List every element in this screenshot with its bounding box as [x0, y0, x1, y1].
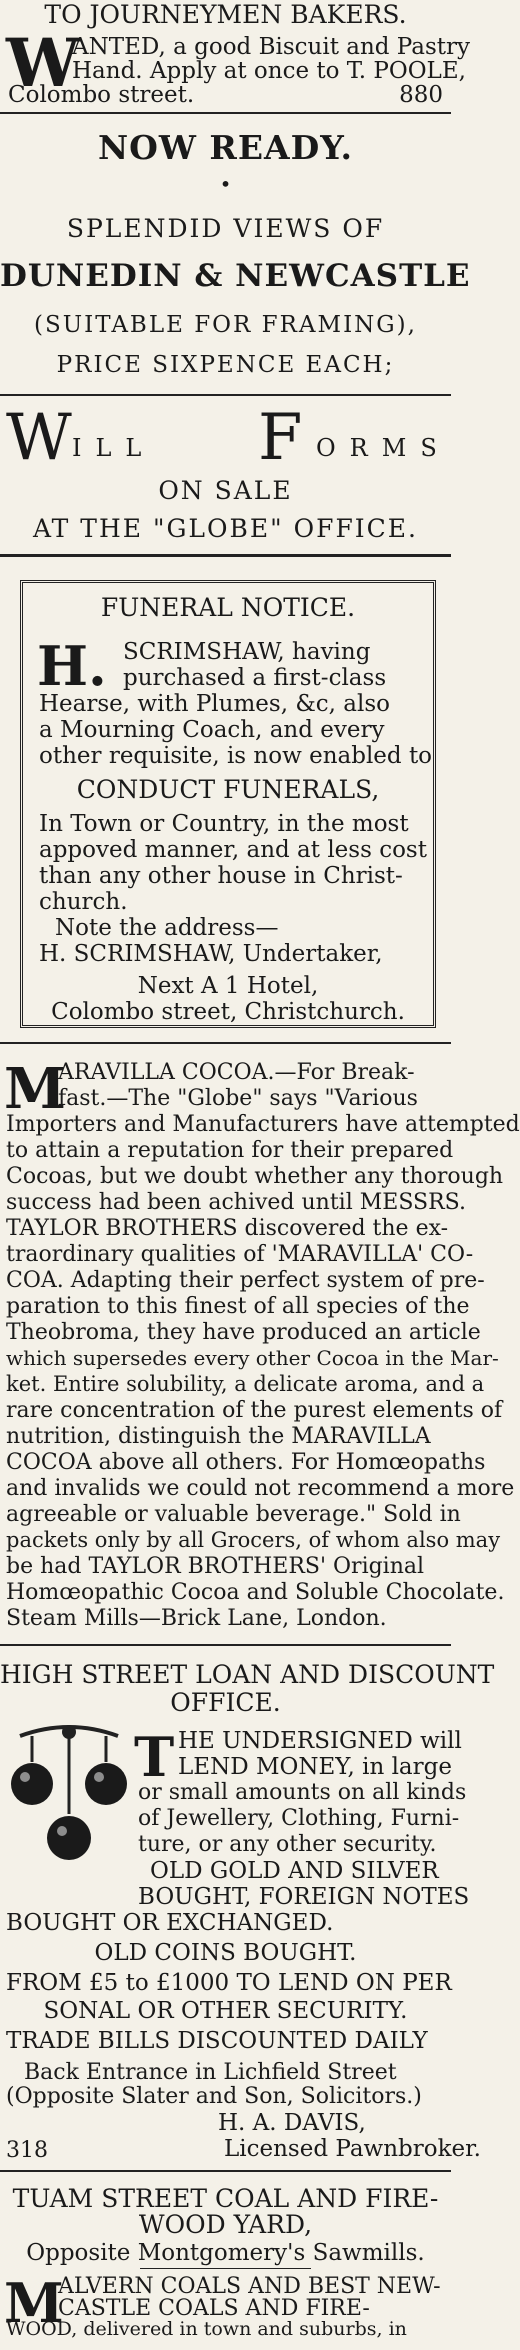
loan-number: 318: [6, 2138, 48, 2163]
divider: [0, 1644, 451, 1646]
bakers-heading: TO JOURNEYMEN BAKERS.: [44, 0, 407, 29]
loan-line-7: (Opposite Slater and Son, Solicitors.): [6, 2084, 422, 2109]
bakers-line-1: ANTED, a good Biscuit and Pastry: [72, 34, 470, 60]
ornament-dot: •: [219, 172, 232, 196]
now-ready-line-1: SPLENDID VIEWS OF: [66, 214, 385, 243]
loan-line-8: H. A. DAVIS,: [218, 2110, 366, 2136]
short-divider: [140, 2268, 311, 2269]
divider: [0, 112, 451, 114]
loan-line-1: BOUGHT OR EXCHANGED.: [6, 1910, 334, 1936]
funeral-line-6: In Town or Country, in the most: [39, 811, 409, 837]
divider: [0, 1042, 451, 1044]
cocoa-line-15: nutrition, distinguish the MARAVILLA: [6, 1424, 431, 1449]
coal-title-2: WOOD YARD,: [138, 2210, 313, 2239]
divider: [0, 394, 451, 396]
coal-dropcap: M: [4, 2271, 64, 2335]
cocoa-line-9: COA. Adapting their perfect system of pre-: [6, 1268, 485, 1293]
loan-right-line-2: LEND MONEY, in large: [178, 1754, 452, 1780]
funeral-line-2: purchased a first-class: [123, 665, 387, 691]
loan-right-line-3: or small amounts on all kinds: [138, 1780, 467, 1805]
now-ready-line-3: (SUITABLE FOR FRAMING),: [34, 312, 417, 338]
loan-line-4: SONAL OR OTHER SECURITY.: [43, 1998, 408, 2024]
loan-right-line-7: BOUGHT, FOREIGN NOTES: [138, 1884, 470, 1910]
funeral-dropcap: H.: [37, 634, 107, 698]
cocoa-line-18: agreeable or valuable beverage." Sold in: [6, 1502, 461, 1527]
cocoa-line-13: ket. Entire solubility, a delicate aroma, and a: [6, 1372, 485, 1396]
funeral-line-8: than any other house in Christ-: [39, 863, 403, 889]
now-ready-line-4: PRICE SIXPENCE EACH;: [56, 352, 395, 378]
cocoa-line-5: Cocoas, but we doubt whether any thorough: [6, 1164, 504, 1189]
coal-title-1: TUAM STREET COAL AND FIRE-: [12, 2184, 439, 2213]
funeral-line-9: church.: [39, 889, 128, 915]
loan-line-6: Back Entrance in Lichfield Street: [24, 2060, 397, 2085]
pawnbroker-balls-icon: [10, 1722, 128, 1872]
bakers-line-3-left: Colombo street.: [8, 82, 195, 108]
cocoa-line-22: Steam Mills—Brick Lane, London.: [6, 1606, 387, 1631]
loan-line-3: FROM £5 to £1000 TO LEND ON PER: [6, 1970, 452, 1996]
will-forms-line-3: AT THE "GLOBE" OFFICE.: [32, 514, 418, 543]
will-forms-big-w: W: [6, 401, 72, 475]
loan-right-line-4: of Jewellery, Clothing, Furni-: [138, 1806, 460, 1831]
cocoa-line-2: fast.—The "Globe" says "Various: [58, 1086, 418, 1111]
will-forms-big-f: F: [258, 401, 303, 475]
cocoa-line-17: and invalids we could not recommend a more: [6, 1476, 515, 1501]
loan-right-line-6: OLD GOLD AND SILVER: [150, 1858, 439, 1884]
loan-title-2: OFFICE.: [170, 1688, 281, 1717]
cocoa-dropcap: M: [4, 1056, 66, 1122]
cocoa-line-1: ARAVILLA COCOA.—For Break-: [58, 1060, 415, 1085]
loan-right-line-5: ture, or any other security.: [138, 1832, 437, 1857]
funeral-line-10: Note the address—: [55, 915, 279, 941]
cocoa-line-14: rare concentration of the purest elements of: [6, 1398, 503, 1423]
cocoa-line-8: traordinary qualities of 'MARAVILLA' CO-: [6, 1242, 474, 1267]
cocoa-line-20: be had TAYLOR BROTHERS' Original: [6, 1554, 425, 1579]
funeral-line-13: Colombo street, Christchurch.: [51, 999, 405, 1025]
funeral-line-11: H. SCRIMSHAW, Undertaker,: [39, 941, 383, 967]
funeral-line-4: a Mourning Coach, and every: [39, 717, 385, 743]
funeral-line-3: Hearse, with Plumes, &c, also: [39, 691, 391, 717]
cocoa-line-7: TAYLOR BROTHERS discovered the ex-: [6, 1216, 449, 1241]
bakers-line-2: Hand. Apply at once to T. POOLE,: [72, 58, 466, 84]
cocoa-line-12: which supersedes every other Cocoa in the Mar-: [6, 1346, 499, 1370]
will-forms-orms: ORMS: [316, 434, 451, 462]
coal-sub: Opposite Montgomery's Sawmills.: [26, 2240, 425, 2266]
loan-title-1: HIGH STREET LOAN AND DISCOUNT: [0, 1660, 495, 1689]
funeral-line-1: SCRIMSHAW, having: [123, 639, 371, 665]
will-forms-ill: ILL: [72, 434, 156, 462]
loan-sign: Licensed Pawnbroker.: [224, 2136, 481, 2162]
loan-right-line-1: HE UNDERSIGNED will: [178, 1728, 462, 1754]
now-ready-line-2: DUNEDIN & NEWCASTLE: [0, 258, 471, 294]
funeral-line-7: appoved manner, and at less cost: [39, 837, 427, 863]
loan-line-5: TRADE BILLS DISCOUNTED DAILY: [6, 2028, 428, 2054]
funeral-box: [20, 580, 436, 1028]
bakers-dropcap: W: [6, 24, 81, 102]
cocoa-line-3: Importers and Manufacturers have attempted: [6, 1112, 520, 1137]
loan-line-2: OLD COINS BOUGHT.: [94, 1940, 357, 1966]
will-forms-line-2: ON SALE: [158, 476, 293, 505]
coal-line-2: CASTLE COALS AND FIRE-: [58, 2296, 370, 2321]
bakers-line-3-right: 880: [399, 82, 443, 108]
funeral-line-12: Next A 1 Hotel,: [137, 973, 319, 999]
now-ready-title: NOW READY.: [97, 128, 354, 167]
funeral-line-5: other requisite, is now enabled to: [39, 743, 433, 769]
cocoa-line-16: COCOA above all others. For Homœopaths: [6, 1450, 486, 1475]
cocoa-line-21: Homœopathic Cocoa and Soluble Chocolate.: [6, 1580, 505, 1605]
cocoa-line-6: success had been achived until MESSRS.: [6, 1190, 466, 1215]
cocoa-line-11: Theobroma, they have produced an article: [6, 1320, 481, 1345]
cocoa-line-10: paration to this finest of all species of the: [6, 1294, 470, 1319]
loan-dropcap: T: [134, 1725, 175, 1789]
funeral-sub: CONDUCT FUNERALS,: [76, 775, 380, 804]
funeral-title: FUNERAL NOTICE.: [100, 593, 356, 622]
divider: [0, 554, 451, 557]
cocoa-line-4: to attain a reputation for their prepared: [6, 1138, 454, 1163]
coal-line-1: ALVERN COALS AND BEST NEW-: [58, 2274, 441, 2299]
coal-line-3: WOOD, delivered in town and suburbs, in: [6, 2318, 407, 2340]
cocoa-line-19: packets only by all Grocers, of whom also may: [6, 1528, 501, 1552]
divider: [0, 2170, 451, 2172]
